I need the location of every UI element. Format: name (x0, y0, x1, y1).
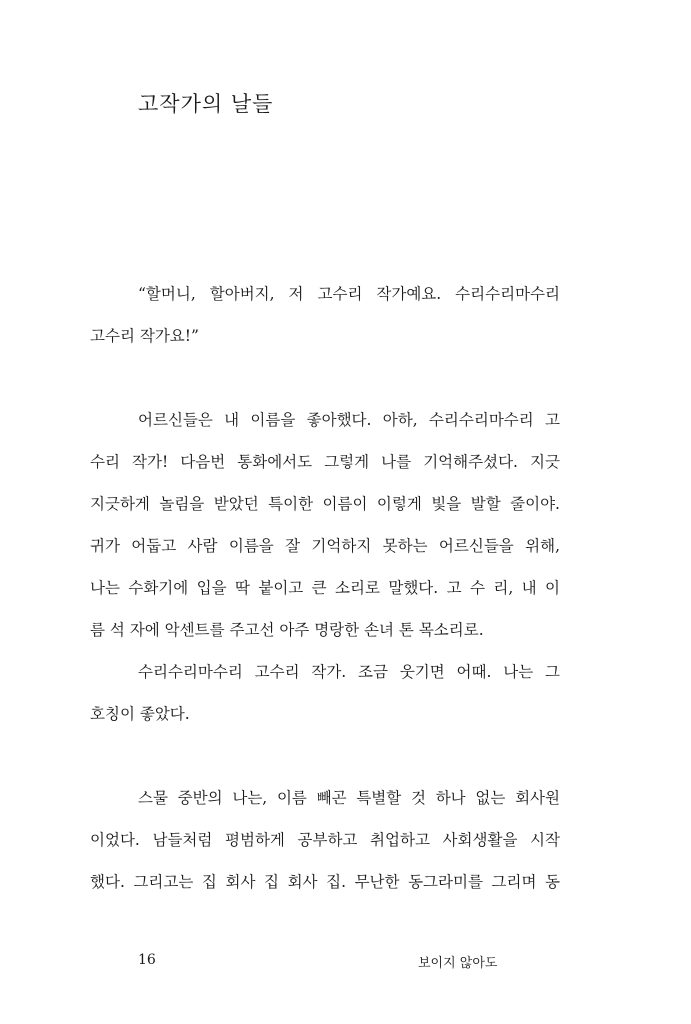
text-line: 름 석 자에 악센트를 주고선 아주 명랑한 손녀 톤 목소리로. (90, 621, 484, 639)
text-line: 이었다. 남들처럼 평범하게 공부하고 취업하고 사회생활을 시작 (90, 831, 560, 849)
text-line: 수리수리마수리 고수리 작가. 조금 웃기면 어때. 나는 그 (138, 663, 560, 681)
body-text (90, 279, 560, 909)
paragraph-gap (90, 363, 560, 405)
book-title: 보이지 않아도 (418, 956, 498, 971)
paragraph-gap (90, 741, 560, 783)
text-line: 나는 수화기에 입을 딱 붙이고 큰 소리로 말했다. 고 수 리, 내 이 (90, 579, 560, 597)
text-line: 지긋하게 놀림을 받았던 특이한 이름이 이렇게 빛을 발할 줄이야. (90, 495, 560, 513)
page-number: 16 (138, 952, 156, 968)
text-line: 호칭이 좋았다. (90, 705, 190, 723)
text-line: 했다. 그리고는 집 회사 집 회사 집. 무난한 동그라미를 그리며 동 (90, 873, 560, 891)
text-line: 스물 중반의 나는, 이름 빼곤 특별할 것 하나 없는 회사원 (138, 789, 560, 807)
text-line: 어르신들은 내 이름을 좋아했다. 아하, 수리수리마수리 고 (138, 411, 560, 429)
text-line: 고수리 작가요!” (90, 327, 199, 345)
text-line: 귀가 어둡고 사람 이름을 잘 기억하지 못하는 어르신들을 위해, (90, 537, 560, 555)
text-line: “할머니, 할아버지, 저 고수리 작가예요. 수리수리마수리 (138, 285, 560, 303)
text-line: 수리 작가! 다음번 통화에서도 그렇게 나를 기억해주셨다. 지긋 (90, 453, 560, 471)
chapter-title: 고작가의 날들 (138, 92, 274, 116)
